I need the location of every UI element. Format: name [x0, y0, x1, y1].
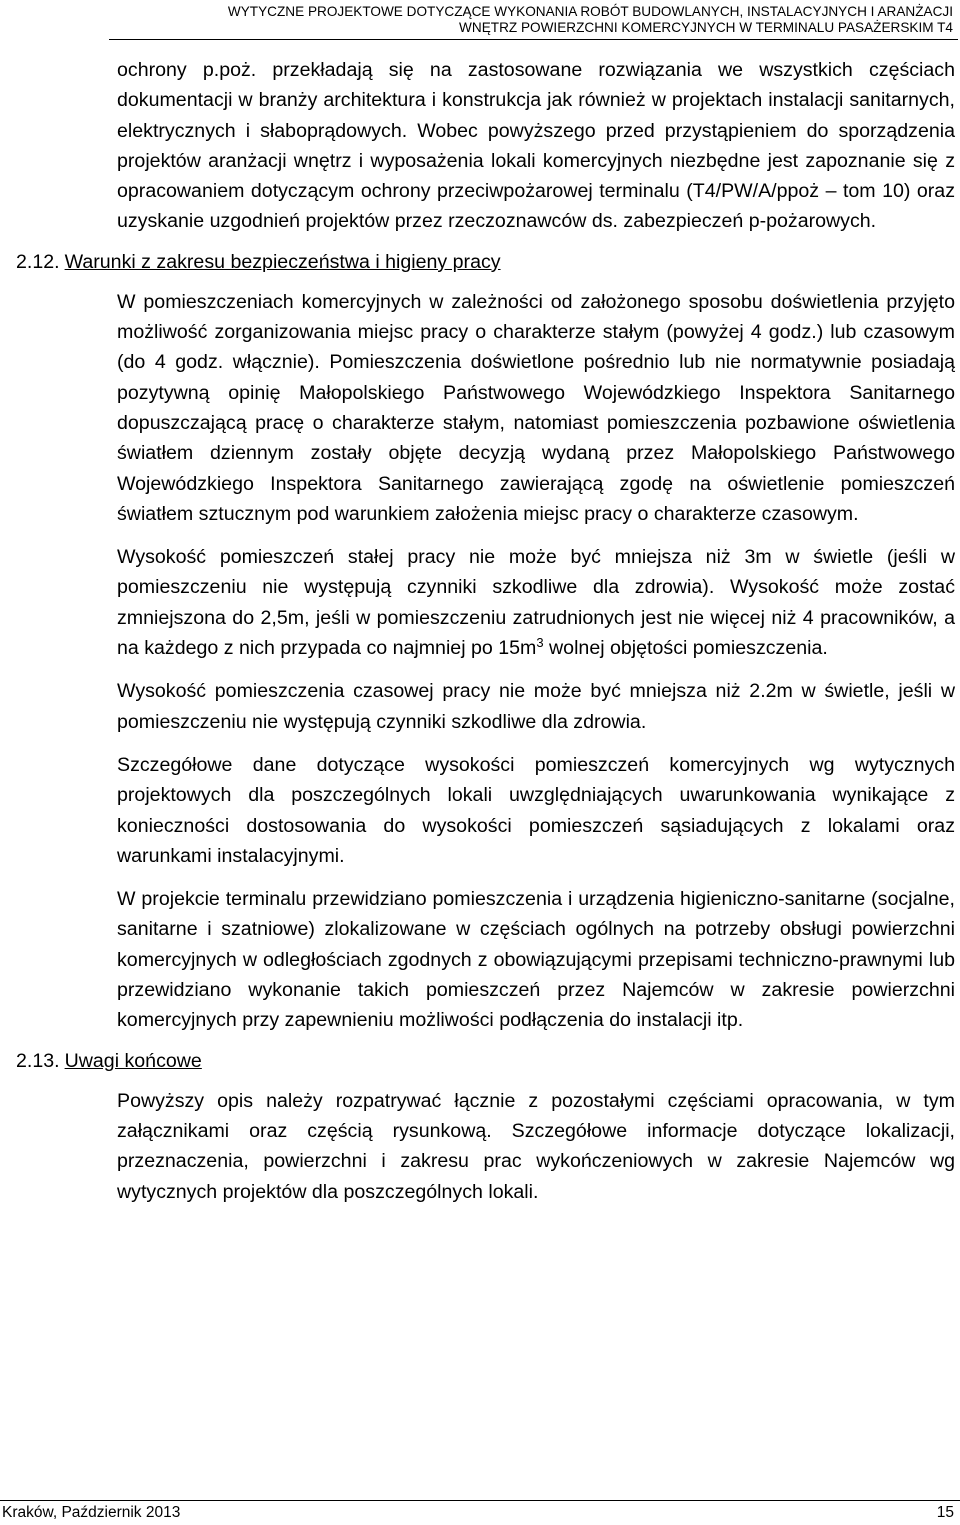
header-divider — [109, 39, 958, 40]
section-title: Warunki z zakresu bezpieczeństwa i higieny pracy — [64, 250, 501, 273]
paragraph-permanent-room-height-text: Wysokość pomieszczeń stałej pracy nie może być mniejsza niż 3m w świetle (jeśli w pomieszczeniu nie występują czynniki szkodliwe dla zdrowia). Wysokość może zostać zmniejszona do 2,5m, jeśli w pomieszczeniu zatrudnionych jest nie więcej niż 4 pracowników, a na każdego z nich przypada co najmniej po 15m — [117, 546, 955, 660]
intro-paragraph: ochrony p.poż. przekładają się na zastosowane rozwiązania we wszystkich częściach dokumentacji w branży architektura i konstrukcja jak również w projektach instalacji sanitarnych, elektrycznych i słaboprądowych. Wobec powyższego przed przystąpieniem do sporządzenia projektów aranżacji wnętrz i wyposażenia lokali komercyjnych niezbędne jest zapoznanie się z opracowaniem dotyczącym ochrony przeciwpożarowej terminalu (T4/PW/A/ppoż – tom 10) oraz uzyskanie uzgodnień projektów przez rzeczoznawców ds. zabezpieczeń p-pożarowych. — [117, 59, 955, 233]
document-body — [16, 55, 955, 1207]
section-number: 2.13. — [16, 1049, 60, 1072]
paragraph-permanent-room-height-tail: wolnej objętości pomieszczenia. — [543, 637, 828, 660]
paragraph-workplace-lighting: W pomieszczeniach komercyjnych w zależności od założonego sposobu doświetlenia przyjęto możliwość zorganizowania miejsc pracy o charakterze stałym (powyżej 4 godz.) lub czasowym (do 4 godz. włącznie). Pomieszczenia doświetlone pośrednio lub nie normatywnie posiadają pozytywną opinię Małopolskiego Państwowego Wojewódzkiego Inspektora Sanitarnego dopuszczającą pracę o charakterze stałym, natomiast pomieszczenia pozbawione oświetlenia światłem dziennym zostały objęte decyzją wydaną przez Małopolskiego Państwowego Wojewódzkiego Inspektora Sanitarnego zawierającą zgodę na oświetlenie pomieszczeń światłem sztucznym pod warunkiem założenia miejsc pracy o charakterze czasowym. — [117, 290, 955, 525]
paragraph-permanent-room-height — [117, 542, 955, 663]
footer-divider — [0, 1500, 960, 1501]
header-title-line-1: WYTYCZNE PROJEKTOWE DOTYCZĄCE WYKONANIA ROBÓT BUDOWLANYCH, INSTALACYJNYCH I ARANŻACJI — [227, 4, 953, 19]
section-number: 2.12. — [16, 250, 60, 273]
paragraph-detailed-heights: Szczegółowe dane dotyczące wysokości pomieszczeń komercyjnych wg wytycznych projektowych dla poszczególnych lokali uwzględniających uwarunkowania wynikające z konieczności dostosowania do wysokości pomieszczeń sąsiadujących z lokalami oraz warunkami instalacyjnymi. — [117, 753, 955, 867]
paragraph-temporary-room-height: Wysokość pomieszczenia czasowej pracy nie może być mniejsza niż 2.2m w świetle, jeśli w pomieszczeniu nie występują czynniki szkodliwe dla zdrowia. — [117, 680, 955, 733]
superscript-cubic: 3 — [536, 635, 544, 651]
footer-location-date: Kraków, Październik 2013 — [2, 1504, 181, 1521]
section-heading-2-12 — [16, 247, 955, 277]
paragraph-sanitary-facilities: W projekcie terminalu przewidziano pomieszczenia i urządzenia higieniczno-sanitarne (socjalne, sanitarne i szatniowe) zlokalizowane w częściach ogólnych na potrzeby obsługi powierzchni komercyjnych w odległościach zgodnych z obowiązującymi przepisami techniczno-prawnymi lub przewidziano wykonanie takich pomieszczeń przez Najemców w zakresie powierzchni komercyjnych przy zapewnieniu możliwości podłączenia do instalacji itp. — [117, 888, 955, 1032]
page-number: 15 — [936, 1504, 954, 1521]
header-title-line-2: WNĘTRZ POWIERZCHNI KOMERCYJNYCH W TERMINALU PASAŻERSKIM T4 — [459, 20, 953, 35]
page-header — [0, 0, 960, 40]
section-title: Uwagi końcowe — [64, 1049, 202, 1072]
paragraph-final-remarks: Powyższy opis należy rozpatrywać łącznie z pozostałymi częściami opracowania, w tym załącznikami oraz częścią rysunkową. Szczegółowe informacje dotyczące lokalizacji, przeznaczenia, powierzchni i zakresu prac wykończeniowych w zakresie Najemców wg wytycznych projektów dla poszczególnych lokali. — [117, 1089, 955, 1203]
section-heading-2-13 — [16, 1046, 955, 1076]
